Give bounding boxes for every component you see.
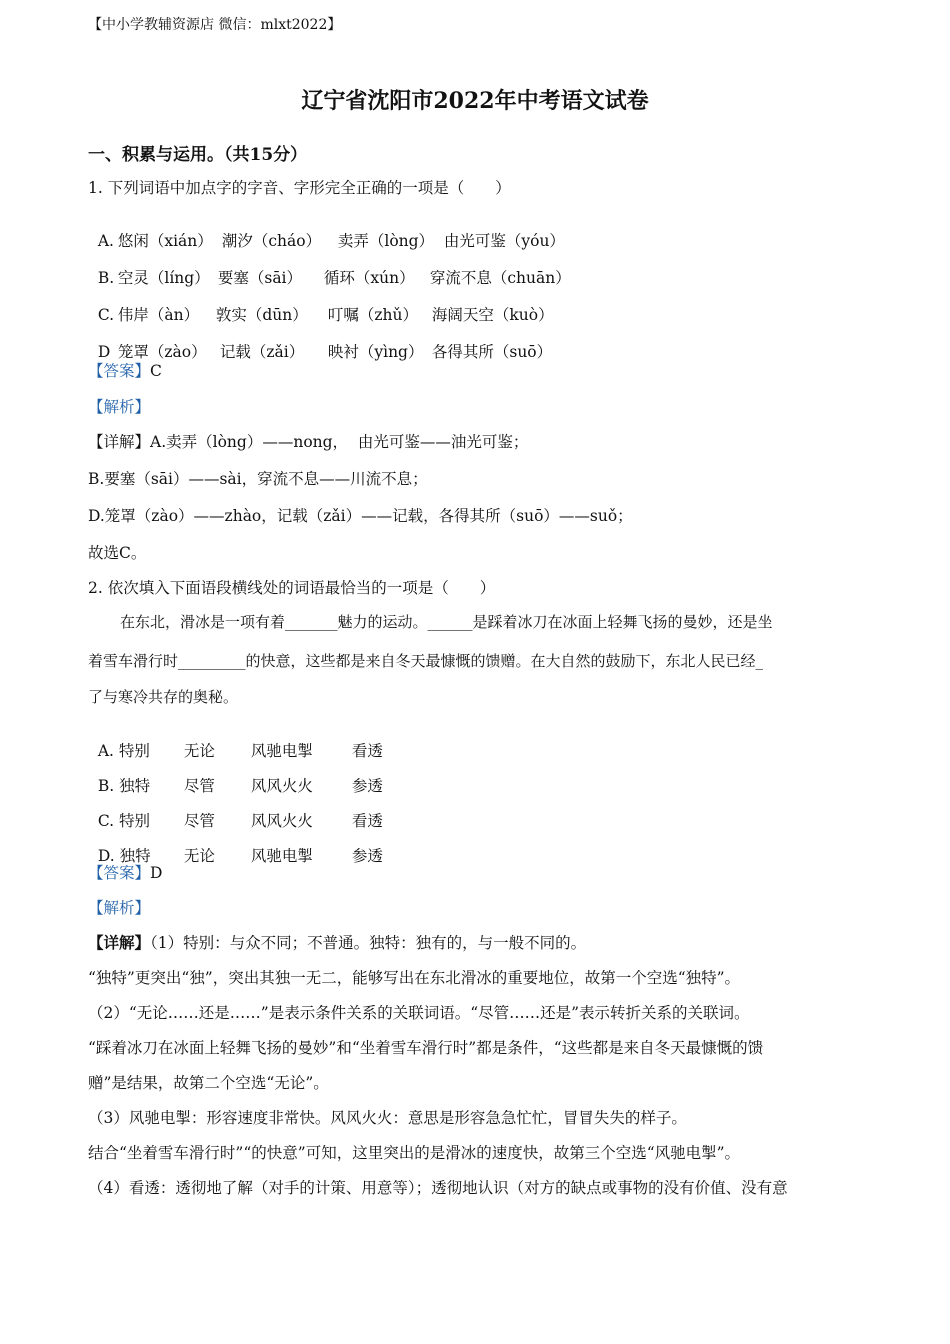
- option-item: 伟岸（àn）: [117, 306, 200, 324]
- q2-detail-line: 赠”是结果，故第二个空选“无论”。: [88, 1074, 329, 1092]
- q1-option-b: [88, 248, 571, 288]
- answer-tag: 【答案】: [88, 362, 151, 380]
- q2-detail-line: “独特”更突出“独”，突出其独一无二，能够写出在东北滑冰的重要地位，故第一个空选“独特”。: [88, 969, 741, 987]
- page-header: 【中小学教辅资源店 微信：mlxt2022】: [88, 17, 342, 33]
- option-label: D: [97, 343, 111, 361]
- option-item: 风风火火: [250, 777, 313, 795]
- detail-text: （1）特别：与众不同；不普通。独特：独有的，与一般不同的。: [150, 934, 587, 952]
- option-label: A.: [97, 232, 114, 250]
- q2-detail-line: （4）看透：透彻地了解（对手的计策、用意等）；透彻地认识（对方的缺点或事物的没有价值、没有意: [88, 1179, 788, 1197]
- detail-tag: 【详解】: [88, 433, 151, 451]
- q2-passage-line: 着雪车滑行时_________的快意，这些都是来自冬天最慷慨的馈赠。在大自然的鼓励下，东北人民已经_: [88, 652, 764, 670]
- q2-analysis-tag: 【解析】: [88, 899, 151, 917]
- answer-value: D: [150, 864, 163, 882]
- option-item: 叮嘱（zhǔ）: [327, 306, 418, 324]
- option-item: 无论: [183, 847, 215, 865]
- option-label: D. 独特: [97, 847, 151, 865]
- option-item: 参透: [351, 777, 383, 795]
- option-item: 悠闲（xián）: [117, 232, 213, 250]
- q2-option-b: [88, 756, 383, 796]
- option-item: 参透: [351, 847, 383, 865]
- q1-option-c: [88, 285, 554, 325]
- answer-value: C: [150, 362, 162, 380]
- option-item: 潮汐（cháo）: [221, 232, 322, 250]
- option-label: C. 特别: [97, 812, 151, 830]
- option-item: 空灵（líng）: [117, 269, 210, 287]
- option-item: 敦实（dūn）: [215, 306, 308, 324]
- option-item: 记载（zǎi）: [219, 343, 305, 361]
- q2-answer: [88, 861, 162, 883]
- q1-stem: 1. 下列词语中加点字的字音、字形完全正确的一项是（ ）: [88, 179, 511, 197]
- q2-option-c: [88, 791, 383, 831]
- q1-detail-line: [88, 430, 528, 452]
- page-title: 辽宁省沈阳市2022年中考语文试卷: [301, 88, 649, 114]
- q1-detail-line: B.要塞（sāi）——sài，穿流不息——川流不息；: [88, 470, 428, 488]
- q2-stem: 2. 依次填入下面语段横线处的词语最恰当的一项是（ ）: [88, 579, 496, 597]
- option-item: 尽管: [183, 812, 215, 830]
- q2-detail-line: “踩着冰刀在冰面上轻舞飞扬的曼妙”和“坐着雪车滑行时”都是条件，“这些都是来自冬天最慷慨的馈: [88, 1039, 764, 1057]
- q1-answer: [88, 359, 162, 381]
- option-item: 要塞（sāi）: [217, 269, 303, 287]
- option-item: 海阔天空（kuò）: [431, 306, 554, 324]
- option-item: 无论: [183, 742, 215, 760]
- q2-detail-line: [88, 931, 586, 953]
- answer-tag: 【答案】: [88, 864, 151, 882]
- option-item: 尽管: [183, 777, 215, 795]
- option-item: 风风火火: [250, 812, 313, 830]
- option-item: 循环（xún）: [323, 269, 415, 287]
- q2-option-a: [88, 721, 383, 761]
- option-item: 由光可鉴（yóu）: [443, 232, 565, 250]
- q2-detail-line: （2）“无论……还是……”是表示条件关系的关联词语。“尽管……还是”表示转折关系的关联词。: [88, 1004, 750, 1022]
- q2-detail-line: 结合“坐着雪车滑行时”“的快意”可知，这里突出的是滑冰的速度快，故第三个空选“风驰电掣”。: [88, 1144, 741, 1162]
- detail-tag: 【详解】: [88, 933, 151, 952]
- q2-passage-line: 在东北，滑冰是一项有着_______魅力的运动。______是踩着冰刀在冰面上轻舞飞扬的曼妙，还是坐: [120, 613, 773, 631]
- option-item: 映衬（yìng）: [327, 343, 424, 361]
- option-item: 风驰电掣: [250, 847, 313, 865]
- option-item: 卖弄（lòng）: [337, 232, 435, 250]
- q2-passage-line: 了与寒冷共存的奥秘。: [88, 688, 239, 706]
- option-item: 笼罩（zào）: [117, 343, 207, 361]
- option-item: 穿流不息（chuān）: [429, 269, 571, 287]
- option-item: 风驰电掣: [250, 742, 313, 760]
- option-item: 各得其所（suō）: [431, 343, 553, 361]
- detail-text: A.卖弄（lòng）——nong， 由光可鉴——油光可鉴；: [150, 433, 529, 451]
- option-label: A. 特别: [97, 742, 150, 760]
- option-item: 看透: [351, 812, 383, 830]
- q1-analysis-tag: 【解析】: [88, 398, 151, 416]
- q2-option-d: [88, 826, 383, 866]
- section-heading: 一、积累与运用。（共15分）: [88, 145, 308, 165]
- option-label: B. 独特: [97, 777, 151, 795]
- q1-option-a: [88, 211, 565, 251]
- q2-detail-line: （3）风驰电掣：形容速度非常快。风风火火：意思是形容急急忙忙，冒冒失失的样子。: [88, 1109, 687, 1127]
- q1-option-d: [88, 322, 552, 362]
- q1-detail-line: 故选C。: [88, 544, 147, 562]
- q1-detail-line: D.笼罩（zào）——zhào，记载（zǎi）——记载，各得其所（suō）——suǒ；: [88, 507, 633, 525]
- option-item: 看透: [351, 742, 383, 760]
- option-label: B.: [97, 269, 115, 287]
- option-label: C.: [97, 306, 115, 324]
